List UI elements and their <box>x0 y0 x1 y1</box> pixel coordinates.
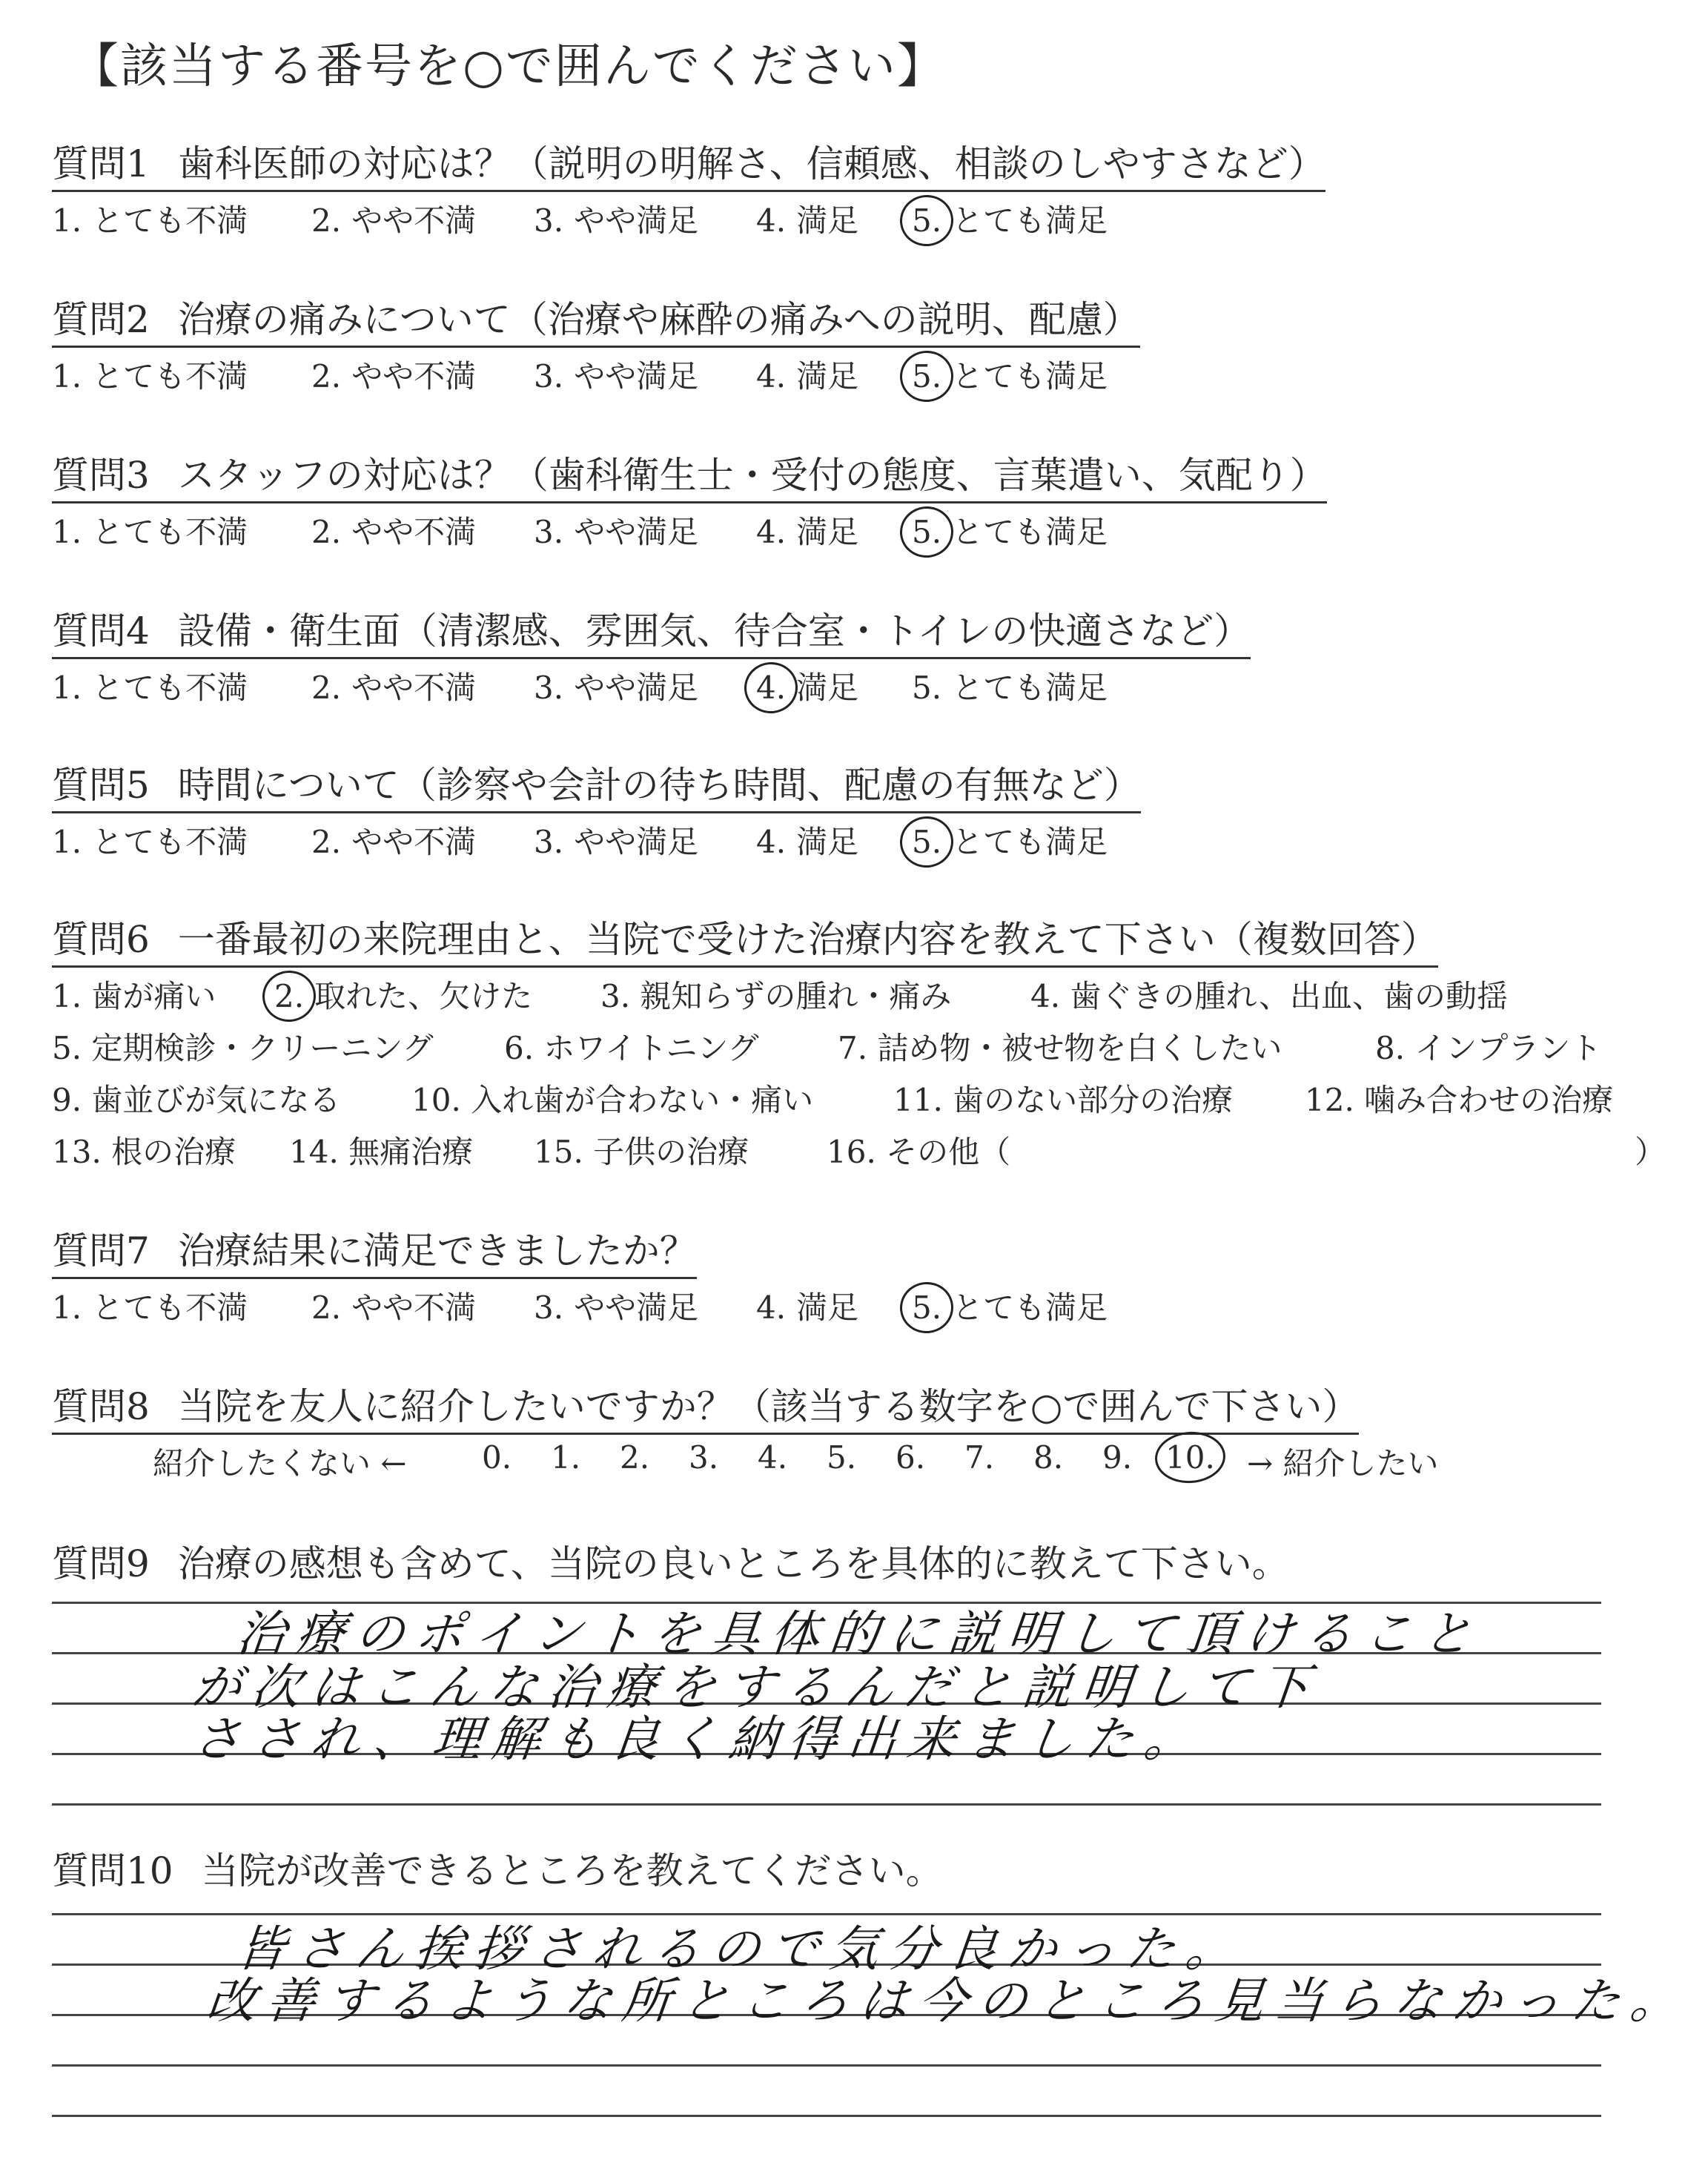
question-text: 当院を友人に紹介したいですか？（該当する数字を○で囲んで下さい） <box>177 1385 1360 1428</box>
scale-value-5: 5. <box>827 1439 857 1476</box>
option-1: 1. 歯が痛い <box>52 978 216 1014</box>
question-text: 治療の痛みについて（治療や麻酔の痛みへの説明、配慮） <box>177 298 1140 341</box>
question-number: 質問10 <box>52 1849 173 1892</box>
option-label: やや不満 <box>351 514 477 550</box>
rating-option-1 <box>52 352 248 397</box>
rating-option-2 <box>311 508 476 552</box>
option-number: 4. <box>756 1289 787 1326</box>
option-label: 満足 <box>796 358 859 394</box>
option-11: 11. 歯のない部分の治療 <box>893 1082 1234 1118</box>
scale-value-8: 8. <box>1033 1439 1064 1476</box>
question-heading <box>52 1225 697 1279</box>
option-number: 5. <box>912 514 942 550</box>
question-heading <box>52 449 1327 503</box>
rating-option-1 <box>52 1284 248 1328</box>
option-number: 3. <box>534 824 564 860</box>
page-title: 【該当する番号を○で囲んでください】 <box>71 39 946 94</box>
option-label: 満足 <box>796 514 859 550</box>
option-number: 1. <box>52 202 82 239</box>
rating-option-4 <box>756 1284 858 1328</box>
option-3: 3. 親知らずの腫れ・痛み <box>600 978 952 1014</box>
option-label: とても満足 <box>952 358 1108 394</box>
question-number: 質問7 <box>52 1229 150 1272</box>
question-number: 質問8 <box>52 1385 150 1428</box>
question-number: 質問3 <box>52 454 150 497</box>
rating-options <box>52 192 1668 244</box>
option-number: 3. <box>534 358 564 394</box>
rating-options <box>52 503 1668 555</box>
option-number: 5. <box>912 670 942 706</box>
option-row <box>52 1071 1668 1123</box>
option-label: とても不満 <box>92 358 248 394</box>
question-3 <box>52 449 1668 555</box>
question-heading <box>52 914 1438 968</box>
handwritten-answer-line: 治療のポイントを具体的に説明して頂けること <box>234 1605 1486 1662</box>
question-heading <box>52 1538 1289 1590</box>
question-1 <box>52 138 1668 244</box>
option-label: 取れた、欠けた <box>314 978 533 1014</box>
handwritten-answer-line: が次はこんな治療をするんだと説明して下 <box>189 1659 1323 1716</box>
option-label: 満足 <box>796 202 859 239</box>
rating-option-3 <box>534 508 698 552</box>
option-13: 13. 根の治療 <box>52 1134 236 1170</box>
question-4 <box>52 605 1668 711</box>
option-16-close: ） <box>1635 1134 1666 1170</box>
rating-option-5 <box>912 818 1108 862</box>
rating-option-4 <box>756 352 858 397</box>
option-label: とても満足 <box>952 824 1108 860</box>
answer-line <box>52 1803 1601 1806</box>
rating-option-5 <box>912 352 1108 397</box>
option-label: とても不満 <box>92 670 248 706</box>
option-label: 満足 <box>796 824 859 860</box>
rating-option-4 <box>756 818 858 862</box>
option-number: 2. <box>274 978 304 1014</box>
option-number: 1. <box>52 824 82 860</box>
option-number: 4. <box>756 824 787 860</box>
option-number: 5. <box>912 202 942 239</box>
question-text: 一番最初の来院理由と、当院で受けた治療内容を教えて下さい（複数回答） <box>177 918 1438 961</box>
question-number: 質問4 <box>52 610 150 653</box>
option-number: 1. <box>52 358 82 394</box>
rating-option-3 <box>534 1284 698 1328</box>
scale-value-0: 0. <box>482 1439 512 1476</box>
recommend-scale <box>52 1435 1668 1487</box>
option-number: 4. <box>756 514 787 550</box>
option-14: 14. 無痛治療 <box>289 1134 474 1170</box>
rating-option-2 <box>311 818 476 862</box>
option-number: 2. <box>311 358 342 394</box>
rating-option-5 <box>912 1284 1108 1328</box>
question-heading <box>52 1845 943 1897</box>
option-number: 2. <box>311 1289 342 1326</box>
option-row <box>52 1123 1668 1175</box>
option-5: 5. 定期検診・クリーニング <box>52 1030 434 1066</box>
option-number: 2. <box>311 202 342 239</box>
scale-value-7: 7. <box>964 1439 995 1476</box>
option-label: 満足 <box>796 1289 859 1326</box>
rating-options <box>52 813 1668 865</box>
option-6: 6. ホワイトニング <box>504 1030 759 1066</box>
rating-option-1 <box>52 818 248 862</box>
option-7: 7. 詰め物・被せ物を白くしたい <box>838 1030 1282 1066</box>
option-label: とても満足 <box>952 202 1108 239</box>
question-number: 質問9 <box>52 1542 150 1585</box>
option-number: 2. <box>311 670 342 706</box>
scale-right-label: → 紹介したい <box>1247 1445 1439 1482</box>
rating-option-4 <box>756 664 858 708</box>
option-label: とても不満 <box>92 514 248 550</box>
question-10 <box>52 1845 1668 1897</box>
option-label: やや満足 <box>574 824 699 860</box>
option-15: 15. 子供の治療 <box>534 1134 749 1170</box>
option-label: やや満足 <box>574 1289 699 1326</box>
rating-option-3 <box>534 664 698 708</box>
option-16: 16. その他（ <box>827 1134 1011 1170</box>
question-text: 当院が改善できるところを教えてください。 <box>201 1849 943 1892</box>
rating-option-1 <box>52 664 248 708</box>
question-text: スタッフの対応は？（歯科衛生士・受付の態度、言葉遣い、気配り） <box>177 454 1327 497</box>
scale-value-3: 3. <box>689 1439 719 1476</box>
option-number: 5. <box>912 358 942 394</box>
option-label: やや満足 <box>574 670 699 706</box>
question-heading <box>52 1381 1359 1435</box>
option-number: 5. <box>912 824 942 860</box>
option-label: とても不満 <box>92 824 248 860</box>
rating-option-2 <box>311 352 476 397</box>
option-number: 2. <box>311 824 342 860</box>
option-label: やや不満 <box>351 1289 477 1326</box>
scale-value-2: 2. <box>620 1439 650 1476</box>
option-number: 5. <box>912 1289 942 1326</box>
option-10: 10. 入れ歯が合わない・痛い <box>411 1082 814 1118</box>
handwritten-answer-line: 皆さん挨拶されるので気分良かった。 <box>234 1920 1248 1978</box>
question-8 <box>52 1381 1668 1487</box>
option-number: 3. <box>534 670 564 706</box>
option-label: 満足 <box>796 670 859 706</box>
question-9 <box>52 1538 1668 1590</box>
rating-option-1 <box>52 196 248 241</box>
option-label: とても満足 <box>952 670 1108 706</box>
question-text: 治療の感想も含めて、当院の良いところを具体的に教えて下さい。 <box>177 1542 1289 1585</box>
option-label: とても不満 <box>92 202 248 239</box>
option-number: 3. <box>534 1289 564 1326</box>
rating-option-5 <box>912 196 1108 241</box>
rating-option-2 <box>311 196 476 241</box>
option-label: やや不満 <box>351 824 477 860</box>
option-label: やや不満 <box>351 202 477 239</box>
option-row <box>52 1020 1668 1071</box>
rating-option-2 <box>311 1284 476 1328</box>
option-label: とても不満 <box>92 1289 248 1326</box>
question-2 <box>52 294 1668 400</box>
question-text: 治療結果に満足できましたか？ <box>177 1229 697 1272</box>
question-number: 質問2 <box>52 298 150 341</box>
scale-value-4: 4. <box>758 1439 788 1476</box>
question-text: 設備・衛生面（清潔感、雰囲気、待合室・トイレの快適さなど） <box>177 610 1251 653</box>
option-4: 4. 歯ぐきの腫れ、出血、歯の動揺 <box>1030 978 1508 1014</box>
rating-option-3 <box>534 818 698 862</box>
rating-option-1 <box>52 508 248 552</box>
option-label: とても満足 <box>952 514 1108 550</box>
scale-value-1: 1. <box>551 1439 581 1476</box>
handwritten-answer-line: 改善するような所ところは今のところ見当らなかった。 <box>204 1972 1693 2029</box>
scale-value-10: 10. <box>1165 1439 1215 1476</box>
option-number: 1. <box>52 1289 82 1326</box>
rating-option-4 <box>756 196 858 241</box>
option-2-selected <box>274 972 532 1017</box>
rating-option-3 <box>534 352 698 397</box>
rating-options <box>52 659 1668 711</box>
rating-option-2 <box>311 664 476 708</box>
option-number: 2. <box>311 514 342 550</box>
option-number: 4. <box>756 358 787 394</box>
rating-option-3 <box>534 196 698 241</box>
option-number: 4. <box>756 670 787 706</box>
option-label: とても満足 <box>952 1289 1108 1326</box>
scale-value-6: 6. <box>896 1439 926 1476</box>
question-text: 時間について（診察や会計の待ち時間、配慮の有無など） <box>177 764 1141 807</box>
question-heading <box>52 605 1251 659</box>
option-row <box>52 968 1668 1020</box>
rating-options <box>52 1279 1668 1331</box>
question-heading <box>52 759 1141 813</box>
rating-option-5 <box>912 508 1108 552</box>
option-label: やや満足 <box>574 514 699 550</box>
question-number: 質問5 <box>52 764 150 807</box>
question-number: 質問6 <box>52 918 150 961</box>
option-9: 9. 歯並びが気になる <box>52 1082 341 1118</box>
answer-line <box>52 2115 1601 2117</box>
option-8: 8. インプラント <box>1375 1030 1602 1066</box>
option-12: 12. 噛み合わせの治療 <box>1305 1082 1614 1118</box>
option-number: 3. <box>534 202 564 239</box>
question-heading <box>52 294 1140 348</box>
question-text: 歯科医師の対応は？（説明の明解さ、信頼感、相談のしやすさなど） <box>177 142 1325 185</box>
answer-line <box>52 2064 1601 2067</box>
option-number: 4. <box>756 202 787 239</box>
option-label: やや満足 <box>574 358 699 394</box>
handwritten-answer-line: さされ、理解も良く納得出来ました。 <box>189 1711 1207 1768</box>
option-number: 3. <box>534 514 564 550</box>
rating-option-4 <box>756 508 858 552</box>
rating-options <box>52 348 1668 400</box>
option-label: やや不満 <box>351 358 477 394</box>
scale-value-9: 9. <box>1102 1439 1133 1476</box>
reason-options <box>52 968 1668 1175</box>
question-number: 質問1 <box>52 142 150 185</box>
question-heading <box>52 138 1325 192</box>
question-6 <box>52 914 1668 1175</box>
question-5 <box>52 759 1668 865</box>
option-number: 1. <box>52 670 82 706</box>
option-label: やや不満 <box>351 670 477 706</box>
rating-option-5 <box>912 664 1108 708</box>
selection-circle <box>260 968 319 1024</box>
option-label: やや満足 <box>574 202 699 239</box>
question-7 <box>52 1225 1668 1331</box>
option-number: 1. <box>52 514 82 550</box>
scale-left-label: 紹介したくない ← <box>153 1445 407 1482</box>
